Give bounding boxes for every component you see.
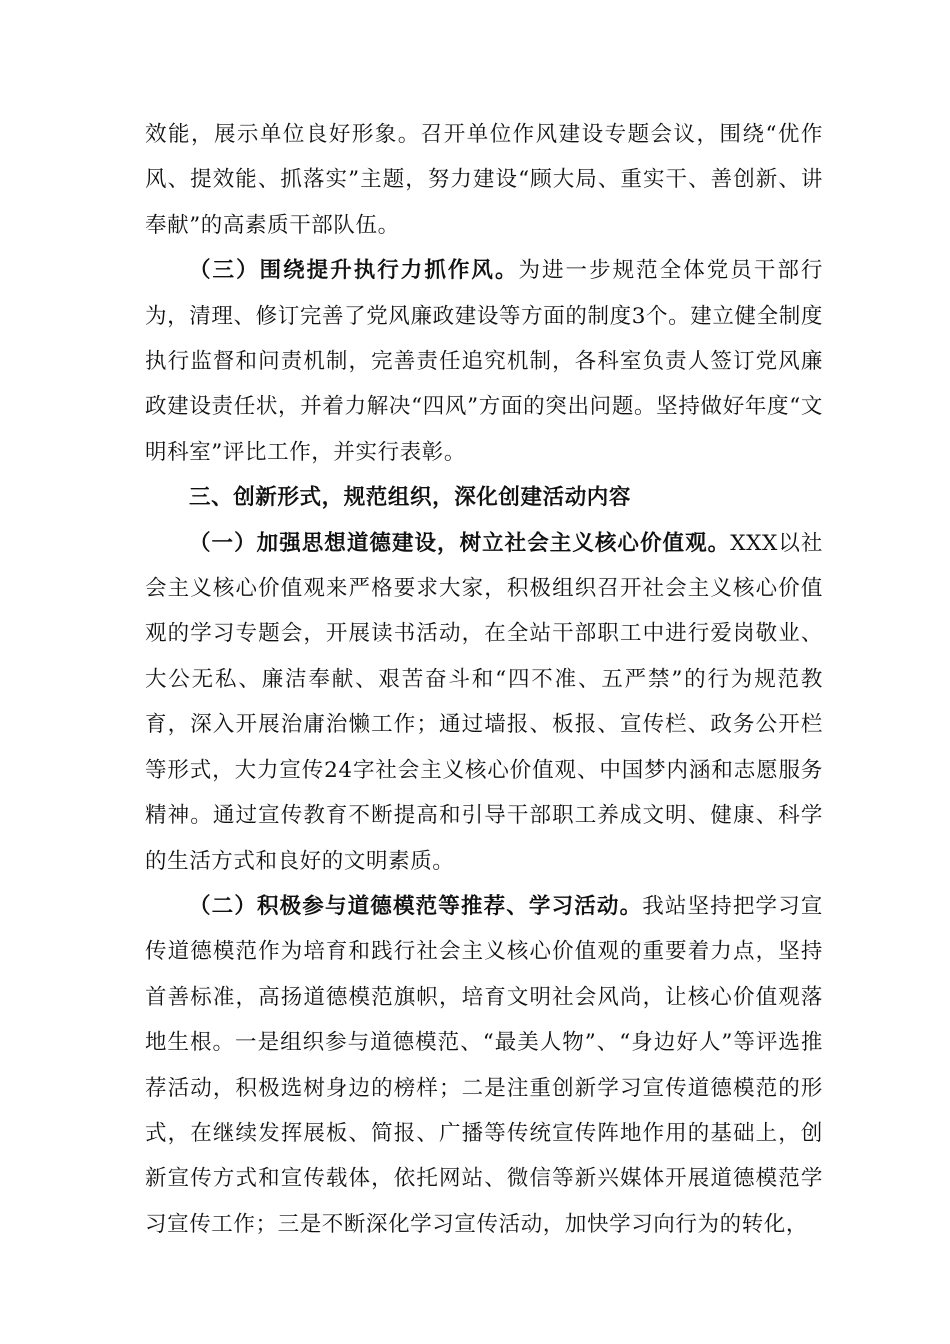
paragraph-text: 我站坚持把学习宣传道德模范作为培育和践行社会主义核心价值观的重要着力点，坚持首善标准，高扬道德模范旗帜，培育文明社会风尚，让核心价值观落地生根。一是组织参与道德模范、“最美人物”、“身边好人”等评选推荐活动，积极选树身边的榜样；二是注重创新学习宣传道德模范的形式，在继续发挥展板、简报、广播等传统宣传阵地作用的基础上，创新宣传方式和宣传载体，依托网站、微信等新兴媒体开展道德模范学习宣传工作；三是不断深化学习宣传活动，加快学习向行为的转化， <box>145 893 823 1237</box>
paragraph-item-2 <box>145 884 823 1247</box>
paragraph-lead: （一）加强思想道德建设，树立社会主义核心价值观。 <box>189 530 731 556</box>
paragraph-lead: （三）围绕提升执行力抓作风。 <box>189 258 519 284</box>
paragraph-text: XXX以社会主义核心价值观来严格要求大家，积极组织召开社会主义核心价值观的学习专题会，开展读书活动，在全站干部职工中进行爱岗敬业、大公无私、廉洁奉献、艰苦奋斗和“四不准、五严禁”的行为规范教育，深入开展治庸治懒工作；通过墙报、板报、宣传栏、政务公开栏等形式，大力宣传24字社会主义核心价值观、中国梦内涵和志愿服务精神。通过宣传教育不断提高和引导干部职工养成文明、健康、科学的生活方式和良好的文明素质。 <box>145 530 824 874</box>
paragraph-lead: （二）积极参与道德模范等推荐、学习活动。 <box>189 893 643 919</box>
paragraph-item-1 <box>145 521 823 884</box>
section-heading: 三、创新形式，规范组织，深化创建活动内容 <box>189 485 632 511</box>
paragraph-text: 为进一步规范全体党员干部行为，清理、修订完善了党风廉政建设等方面的制度3个。建立健全制度执行监督和问责机制，完善责任追究机制，各科室负责人签订党风廉政建设责任状，并着力解决“四风”方面的突出问题。坚持做好年度“文明科室”评比工作，并实行表彰。 <box>145 258 823 465</box>
paragraph-continuation <box>145 112 823 248</box>
paragraph-text: 效能，展示单位良好形象。召开单位作风建设专题会议，围绕“优作风、提效能、抓落实”主题，努力建设“顾大局、重实干、善创新、讲奉献”的高素质干部队伍。 <box>145 122 823 238</box>
document-page <box>145 112 823 1247</box>
paragraph-item-3 <box>145 248 823 475</box>
